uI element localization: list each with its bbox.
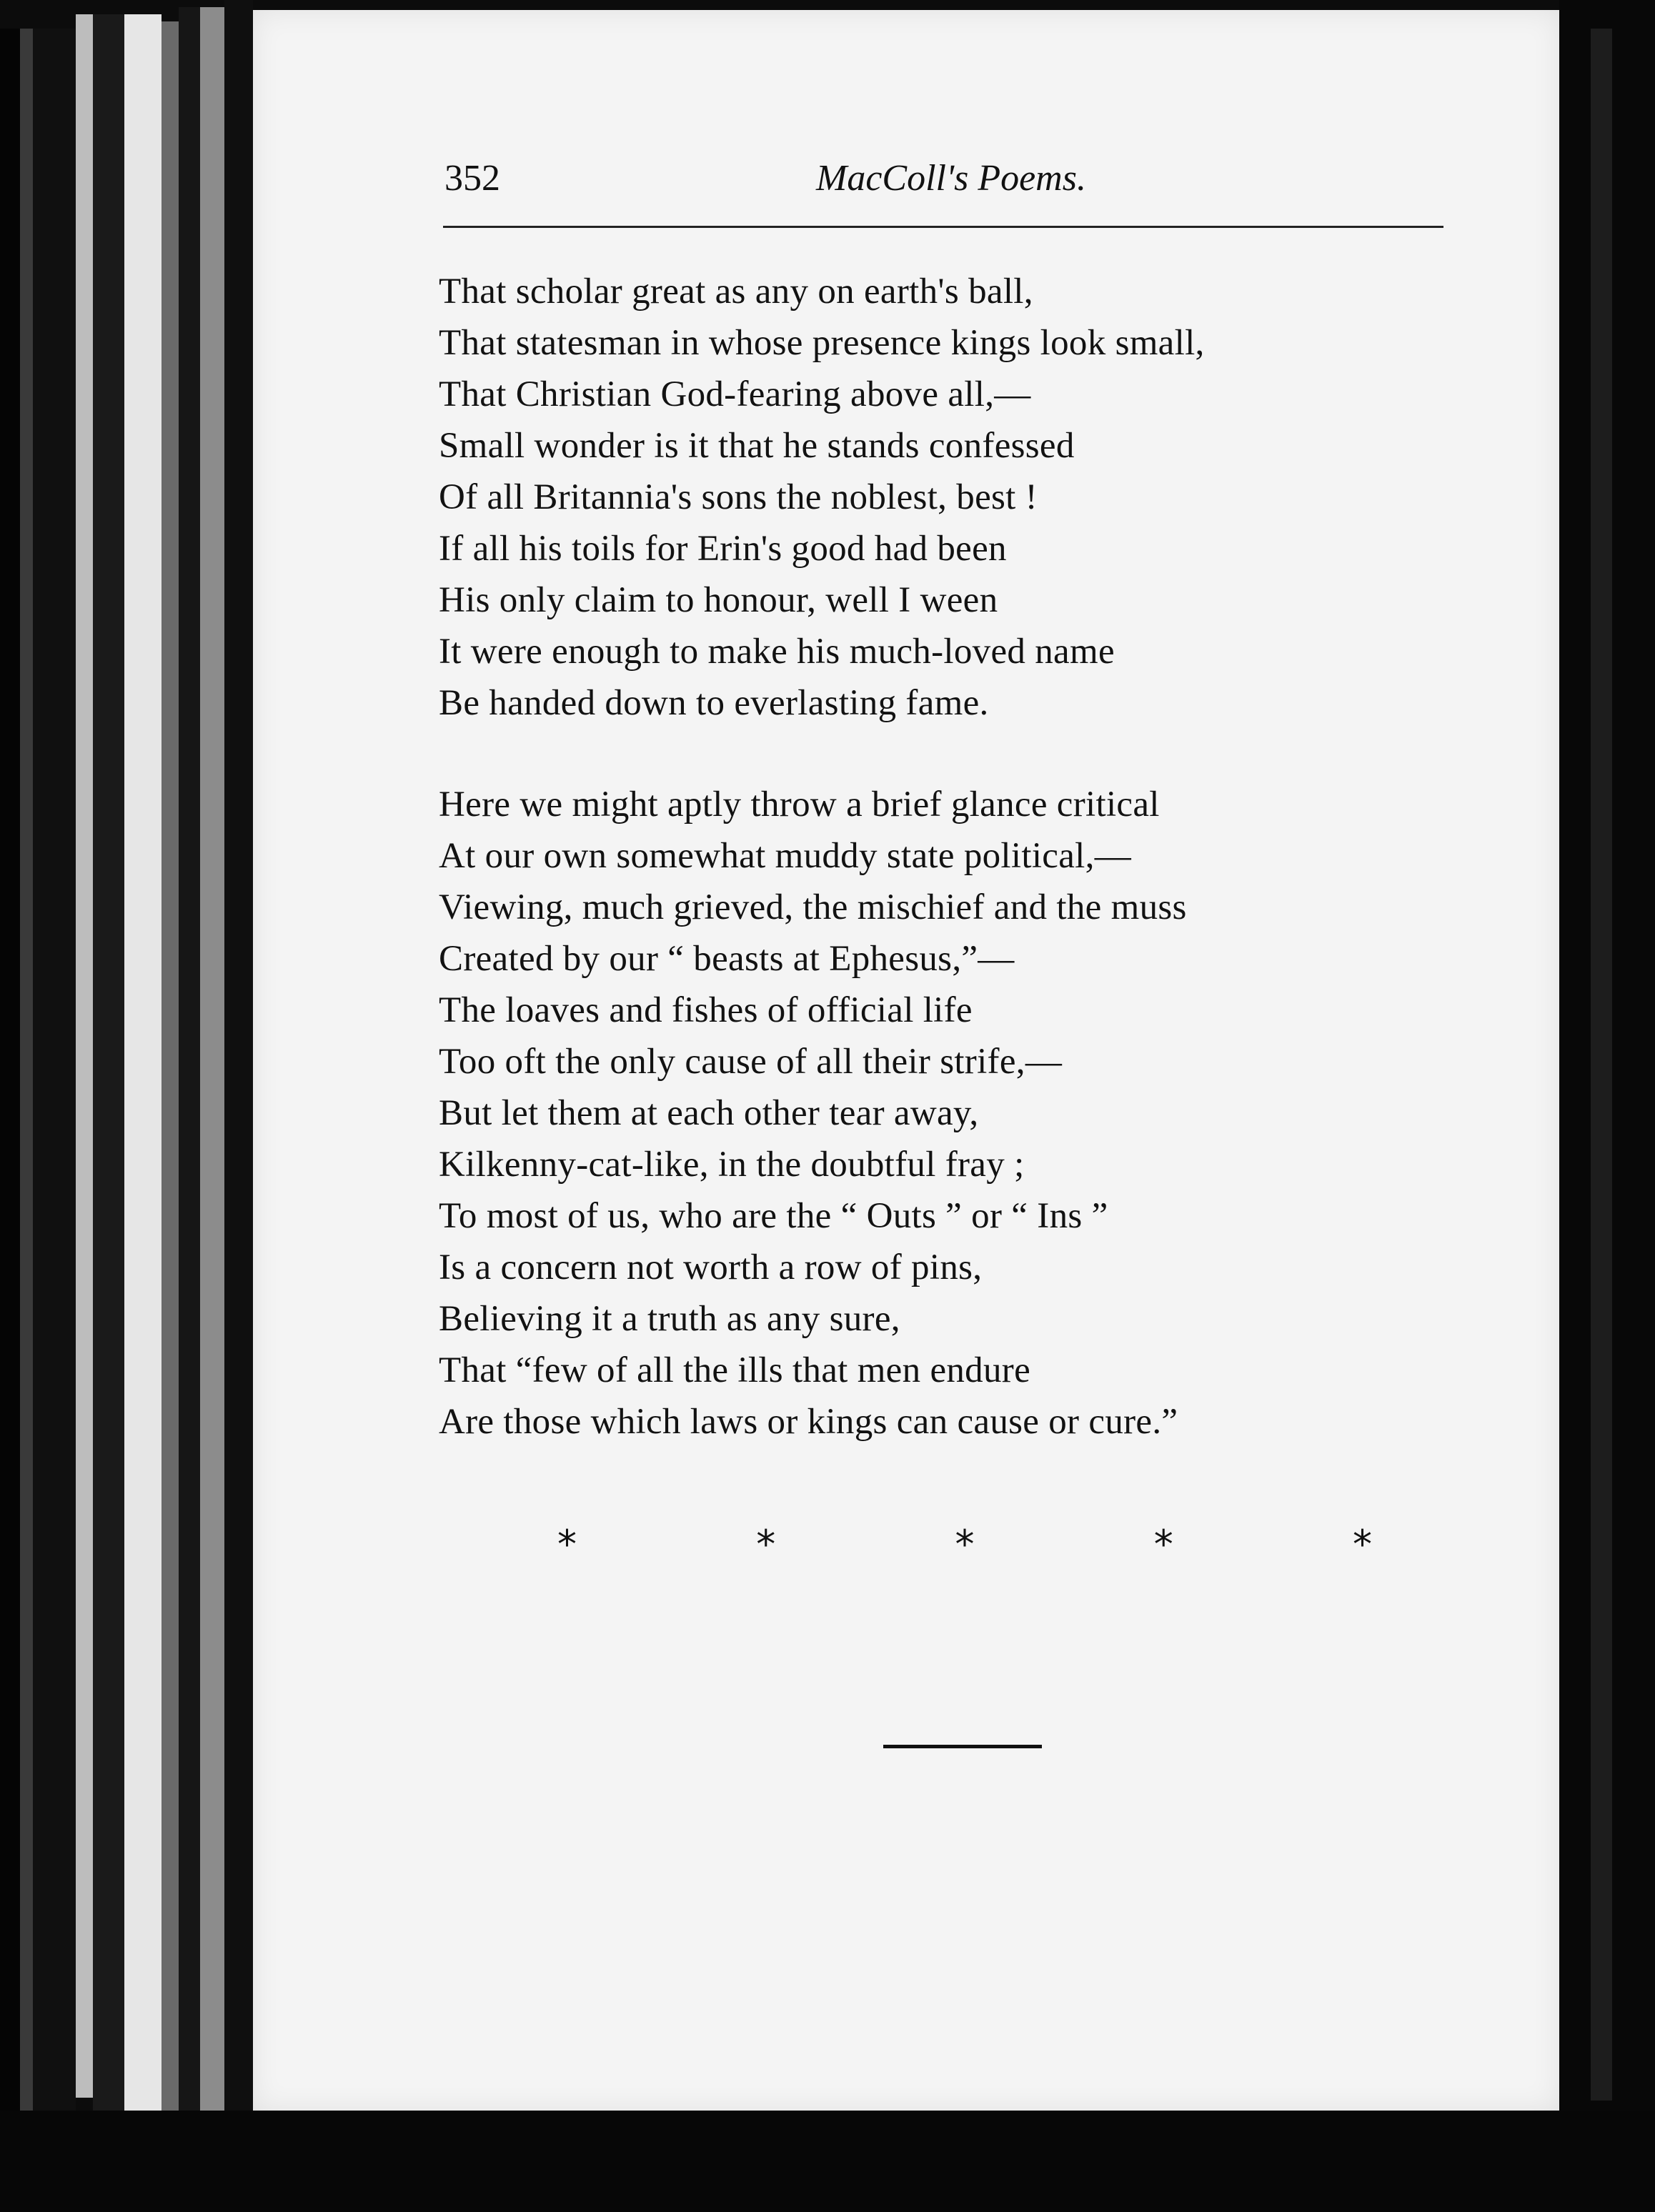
poem-line: The loaves and fishes of official life xyxy=(439,990,973,1030)
header-rule xyxy=(443,226,1443,228)
poem-line: Are those which laws or kings can cause or cure.” xyxy=(439,1402,1178,1442)
poem-line: If all his toils for Erin's good had been xyxy=(439,529,1007,569)
poem-line: Small wonder is it that he stands confessed xyxy=(439,426,1075,466)
page-stack-edge xyxy=(200,7,224,2133)
poem-line: Here we might aptly throw a brief glance critical xyxy=(439,784,1160,824)
stanza xyxy=(439,779,1187,1448)
separator-star: * xyxy=(955,1522,975,1567)
poem-line: It were enough to make his much-loved name xyxy=(439,632,1115,672)
separator-star: * xyxy=(1153,1522,1173,1567)
poem-line: Too oft the only cause of all their strife,— xyxy=(439,1042,1063,1082)
page-stack-edge xyxy=(93,14,124,2141)
poem-line: His only claim to honour, well I ween xyxy=(439,580,998,620)
poem-line: Kilkenny-cat-like, in the doubtful fray ; xyxy=(439,1145,1025,1185)
page-stack-edge xyxy=(179,7,200,2133)
poem-line: Believing it a truth as any sure, xyxy=(439,1299,900,1339)
separator-star: * xyxy=(557,1522,577,1567)
binding-edge xyxy=(33,29,76,2141)
poem-line: At our own somewhat muddy state political,— xyxy=(439,836,1132,876)
page-stack-edge xyxy=(161,21,179,2112)
poem-line: But let them at each other tear away, xyxy=(439,1093,979,1133)
closing-rule xyxy=(883,1745,1042,1748)
poem-line: That scholar great as any on earth's ball, xyxy=(439,271,1033,312)
poem-line: Is a concern not worth a row of pins, xyxy=(439,1247,983,1287)
stanza xyxy=(439,266,1205,729)
poem-line: That “few of all the ills that men endure xyxy=(439,1350,1031,1390)
asterism-separator xyxy=(557,1522,1372,1565)
poem-line: Viewing, much grieved, the mischief and the muss xyxy=(439,887,1187,927)
running-head xyxy=(444,157,1445,207)
page-stack-edge xyxy=(124,14,161,2112)
page-stack-edge xyxy=(224,0,253,2155)
page-number: 352 xyxy=(444,158,500,199)
poem-line: Created by our “ beasts at Ephesus,”— xyxy=(439,939,1015,979)
poem-line: That Christian God-fearing above all,— xyxy=(439,374,1031,414)
poem-line: Of all Britannia's sons the noblest, best ! xyxy=(439,477,1038,517)
separator-star: * xyxy=(1353,1522,1372,1567)
poem-line: That statesman in whose presence kings look small, xyxy=(439,323,1205,363)
binding-edge xyxy=(0,29,20,2141)
poem-line: Be handed down to everlasting fame. xyxy=(439,683,989,723)
binding-edge xyxy=(20,29,33,2141)
right-page-sliver xyxy=(1591,29,1612,2101)
running-title: MacColl's Poems. xyxy=(816,158,1086,199)
separator-star: * xyxy=(756,1522,776,1567)
page-stack-edge xyxy=(76,14,93,2098)
bottom-scan-margin xyxy=(0,2111,1655,2212)
poem-line: To most of us, who are the “ Outs ” or “ Ins ” xyxy=(439,1196,1108,1236)
